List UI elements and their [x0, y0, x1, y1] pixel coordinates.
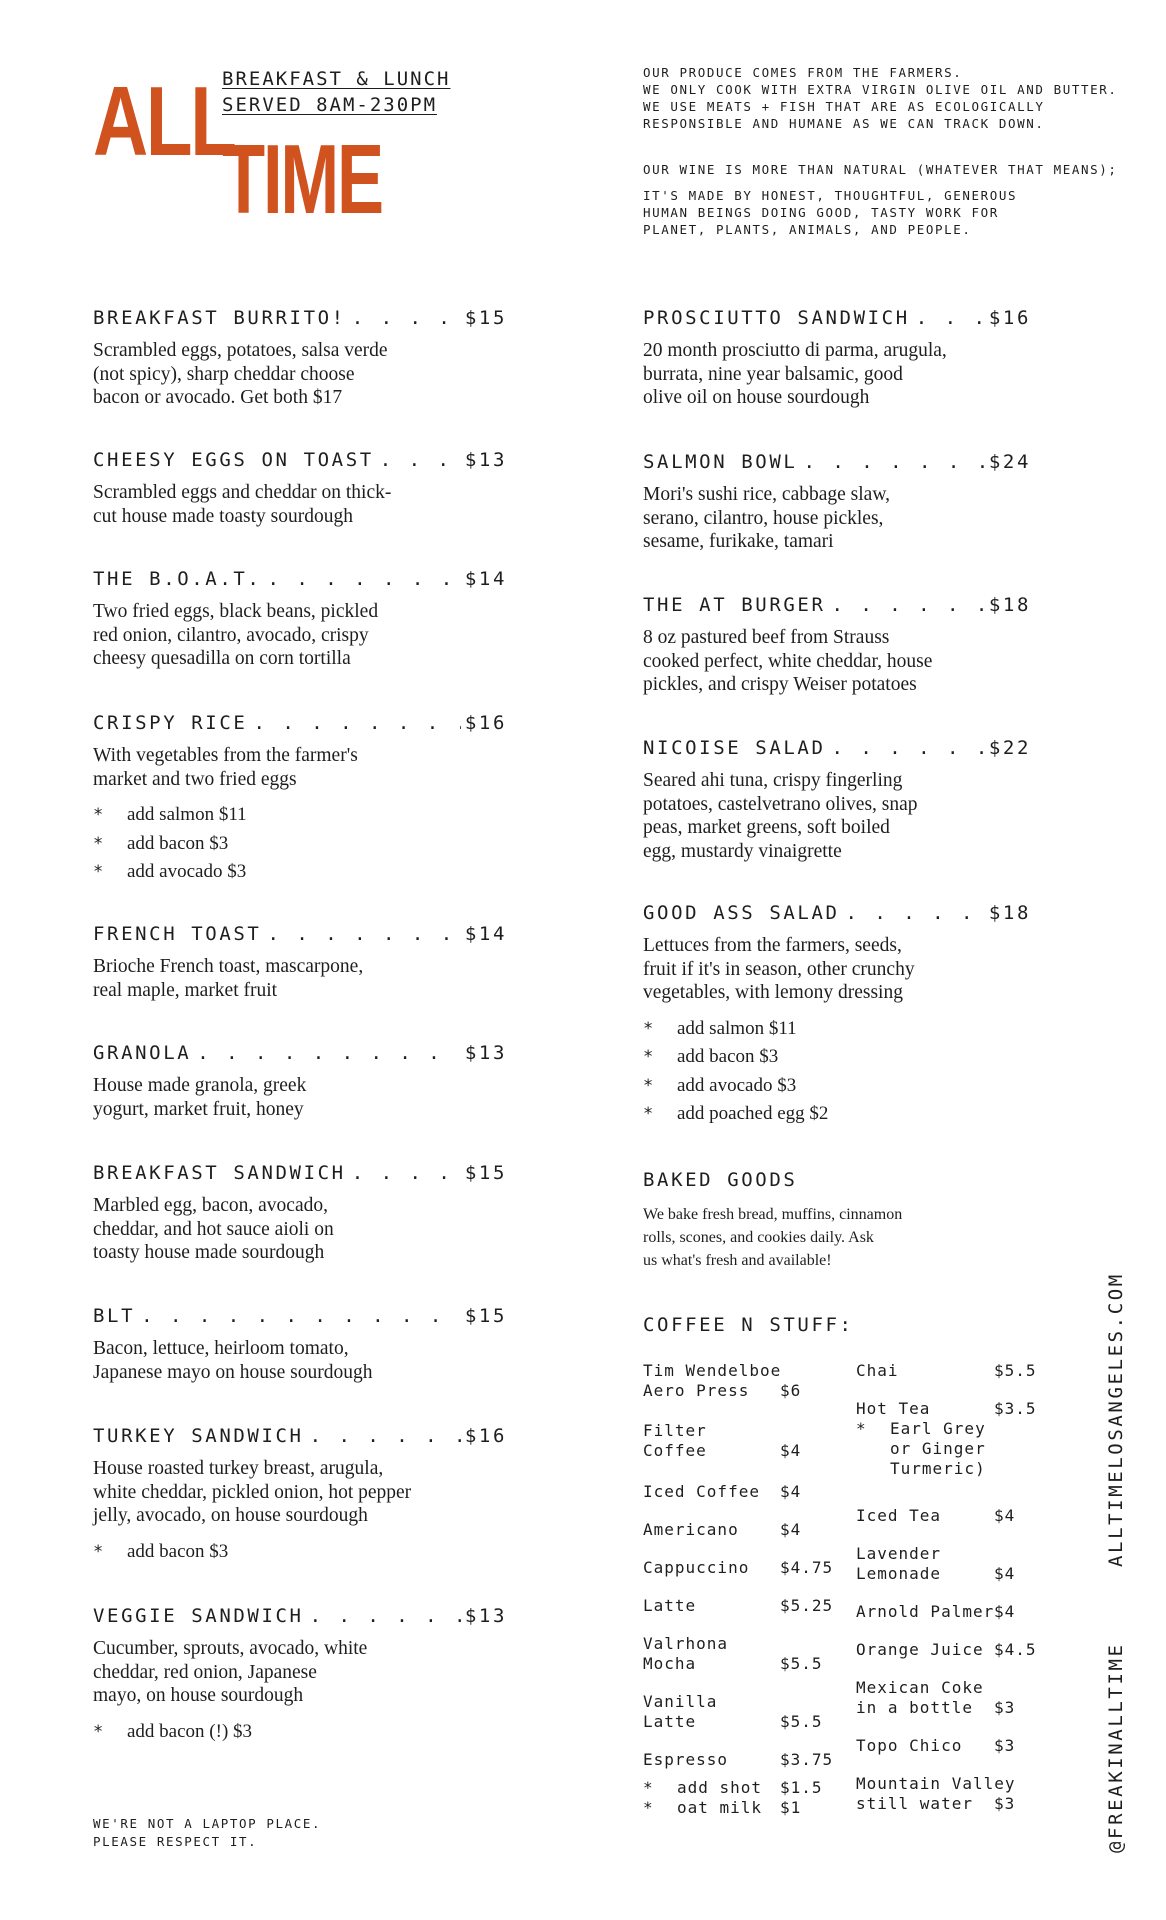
addon-name: oat milk — [677, 1798, 763, 1817]
menu-item — [93, 568, 507, 671]
menu-item-description — [93, 339, 507, 410]
menu-item-price: $14 — [464, 923, 507, 945]
drink-name: Chai — [856, 1361, 899, 1380]
menu-item — [643, 737, 1031, 863]
description-line: yogurt, market fruit, honey — [93, 1098, 304, 1120]
addon-text: add bacon $3 — [127, 832, 229, 854]
menu-item-header — [93, 1162, 507, 1184]
baked-goods-description — [643, 1203, 902, 1272]
asterisk-icon: * — [93, 805, 104, 825]
menu-item-header — [93, 568, 507, 590]
wine-blurb-detail — [643, 187, 1017, 238]
menu-item — [643, 451, 1031, 554]
addon-list — [643, 1015, 1031, 1129]
menu-item — [93, 1042, 507, 1121]
drink-price: $6 — [780, 1381, 802, 1400]
addon-text: add salmon $11 — [127, 804, 247, 825]
description-line: market and two fried eggs — [93, 768, 297, 790]
menu-item-description — [93, 1074, 507, 1121]
menu-item — [93, 712, 507, 887]
asterisk-icon: * — [93, 1721, 104, 1742]
asterisk-icon: * — [643, 1047, 654, 1067]
description-line: Two fried eggs, black beans, pickled — [93, 601, 379, 622]
menu-item — [93, 1305, 507, 1384]
description-line: Cucumber, sprouts, avocado, white — [93, 1638, 368, 1659]
drink-item — [856, 1399, 1046, 1419]
asterisk-icon: * — [643, 1798, 654, 1817]
addon-text: add avocado $3 — [677, 1074, 797, 1096]
description-line: serano, cilantro, house pickles, — [643, 507, 884, 529]
menu-item-name: GRANOLA — [93, 1042, 192, 1064]
description-line: Scrambled eggs and cheddar on thick- — [93, 482, 392, 503]
description-line: Mori's sushi rice, cabbage slaw, — [643, 484, 891, 505]
website-link[interactable]: ALLTIMELOSANGELES.COM — [1105, 1272, 1127, 1567]
menu-item — [93, 1425, 507, 1566]
menu-item-price: $14 — [464, 568, 507, 590]
dot-leader — [352, 1162, 461, 1184]
dot-leader — [380, 449, 461, 471]
description-line: Japanese mayo on house sourdough — [93, 1361, 373, 1383]
dot-leader — [197, 1042, 461, 1064]
blurb-line: RESPONSIBLE AND HUMANE AS WE CAN TRACK DOWN. — [643, 116, 1045, 131]
menu-item-name: VEGGIE SANDWICH — [93, 1605, 304, 1627]
baked-goods-title: BAKED GOODS — [643, 1169, 798, 1191]
produce-blurb — [643, 64, 1118, 132]
hot-tea-options — [856, 1419, 986, 1479]
menu-item-price: $24 — [988, 451, 1031, 473]
blurb-line: HUMAN BEINGS DOING GOOD, TASTY WORK FOR — [643, 205, 999, 220]
drink-price: $4.5 — [994, 1640, 1037, 1659]
dot-leader — [832, 737, 985, 759]
drink-item — [856, 1506, 1046, 1526]
drink-name: Lavender — [856, 1544, 942, 1563]
dot-leader — [267, 568, 460, 590]
notice-line: WE'RE NOT A LAPTOP PLACE. — [93, 1816, 322, 1831]
description-line: jelly, avocado, on house sourdough — [93, 1505, 368, 1526]
menu-item-description — [643, 626, 1031, 697]
addon-item — [643, 1072, 1031, 1101]
hours-line-1: BREAKFAST & LUNCH — [222, 68, 451, 90]
description-line: cut house made toasty sourdough — [93, 505, 353, 527]
menu-item-header — [93, 1605, 507, 1627]
drink-name: Valrhona — [643, 1634, 729, 1653]
dot-leader — [803, 451, 984, 473]
instagram-handle[interactable]: @FREAKINALLTIME — [1105, 1642, 1127, 1853]
addon-item — [93, 1538, 507, 1567]
menu-item-name: PROSCIUTTO SANDWICH — [643, 307, 910, 329]
description-line: cooked perfect, white cheddar, house — [643, 650, 933, 672]
menu-item-name: FRENCH TOAST — [93, 923, 262, 945]
description-line: red onion, cilantro, avocado, crispy — [93, 624, 369, 646]
description-line: burrata, nine year balsamic, good — [643, 363, 903, 385]
menu-item — [93, 923, 507, 1002]
drink-name: Latte — [643, 1712, 697, 1731]
menu-item — [93, 1605, 507, 1746]
drink-item — [643, 1482, 833, 1502]
menu-item-header — [93, 1425, 507, 1447]
laptop-notice — [93, 1815, 321, 1851]
description-line: white cheddar, pickled onion, hot pepper — [93, 1481, 412, 1503]
asterisk-icon: * — [643, 1075, 654, 1096]
description-line: peas, market greens, soft boiled — [643, 817, 890, 838]
drink-price: $4 — [994, 1564, 1016, 1583]
menu-item-description — [643, 483, 1031, 554]
dot-leader — [846, 902, 985, 924]
drink-name: in a bottle — [856, 1698, 973, 1717]
drink-item — [643, 1634, 833, 1674]
dot-leader — [267, 923, 460, 945]
menu-item — [643, 902, 1031, 1129]
menu-item-name: TURKEY SANDWICH — [93, 1425, 304, 1447]
drink-price: $5.5 — [994, 1361, 1037, 1380]
drink-price: $5.5 — [780, 1712, 823, 1731]
addon-text: add poached egg $2 — [677, 1103, 829, 1124]
drink-item — [643, 1596, 833, 1616]
asterisk-icon: * — [93, 1541, 104, 1562]
drink-name: Orange Juice — [856, 1640, 984, 1659]
drink-item — [856, 1736, 1046, 1756]
dot-leader — [832, 594, 985, 616]
hours-banner — [222, 66, 450, 118]
tea-option-line — [856, 1459, 986, 1479]
addon-item — [643, 1043, 1031, 1072]
dot-leader — [352, 307, 461, 329]
menu-item-description — [93, 600, 507, 671]
dot-leader — [916, 307, 985, 329]
menu-item-name: NICOISE SALAD — [643, 737, 826, 759]
wine-blurb — [643, 161, 1118, 178]
menu-item-name: CRISPY RICE — [93, 712, 248, 734]
drink-price: $3 — [994, 1794, 1016, 1813]
blurb-line: WE USE MEATS + FISH THAT ARE AS ECOLOGICALLY — [643, 99, 1045, 114]
asterisk-icon: * — [643, 1018, 654, 1039]
drink-name: Vanilla — [643, 1692, 718, 1711]
menu-item-price: $13 — [464, 1042, 507, 1064]
blurb-line: OUR PRODUCE COMES FROM THE FARMERS. — [643, 65, 963, 80]
drink-item — [643, 1750, 833, 1770]
drink-name: Hot Tea — [856, 1399, 931, 1418]
menu-item-description — [93, 1337, 507, 1384]
hours-line-2: SERVED 8AM-230PM — [222, 94, 438, 116]
addon-text: add avocado $3 — [127, 861, 247, 882]
addon-list — [93, 1718, 507, 1747]
menu-item — [93, 1162, 507, 1265]
description-line: egg, mustardy vinaigrette — [643, 840, 842, 862]
menu-item-price: $16 — [988, 307, 1031, 329]
drink-name: Filter — [643, 1421, 707, 1440]
description-line: cheddar, red onion, Japanese — [93, 1661, 317, 1683]
espresso-addon — [643, 1778, 833, 1798]
description-line: House made granola, greek — [93, 1075, 307, 1096]
menu-item-header — [643, 737, 1031, 759]
addon-name: add shot — [677, 1778, 763, 1797]
description-line: Lettuces from the farmers, seeds, — [643, 935, 902, 956]
drink-item — [856, 1774, 1046, 1814]
baked-line: rolls, scones, and cookies daily. Ask — [643, 1229, 874, 1246]
drink-name: Americano — [643, 1520, 739, 1539]
menu-item-price: $13 — [464, 1605, 507, 1627]
menu-item-price: $22 — [988, 737, 1031, 759]
drink-item — [643, 1520, 833, 1540]
coffee-title: COFFEE N STUFF: — [643, 1314, 854, 1336]
drink-name: Mountain Valley — [856, 1774, 1016, 1793]
menu-item-header — [93, 923, 507, 945]
drink-name: Iced Tea — [856, 1506, 942, 1525]
drink-price: $4 — [780, 1520, 802, 1539]
description-line: (not spicy), sharp cheddar choose — [93, 363, 355, 385]
drink-price: $4 — [994, 1506, 1016, 1525]
addon-item — [93, 858, 507, 887]
asterisk-icon: * — [93, 862, 104, 882]
drink-name: still water — [856, 1794, 973, 1813]
menu-item-description — [643, 934, 1031, 1005]
dot-leader — [253, 712, 460, 734]
addon-price: $1 — [780, 1798, 802, 1817]
baked-line: us what's fresh and available! — [643, 1252, 832, 1269]
addon-item — [93, 801, 507, 830]
description-line: Bacon, lettuce, heirloom tomato, — [93, 1338, 349, 1359]
tea-option-text: Turmeric) — [890, 1459, 986, 1478]
menu-item-price: $15 — [464, 307, 507, 329]
notice-line: PLEASE RESPECT IT. — [93, 1834, 258, 1849]
drink-name: Espresso — [643, 1750, 729, 1769]
menu-item-header — [93, 449, 507, 471]
menu-item-description — [93, 1637, 507, 1708]
asterisk-icon: * — [93, 833, 104, 854]
drink-item — [643, 1421, 833, 1461]
description-line: fruit if it's in season, other crunchy — [643, 958, 915, 980]
menu-item-name: CHEESY EGGS ON TOAST — [93, 449, 374, 471]
blurb-line: WE ONLY COOK WITH EXTRA VIRGIN OLIVE OIL AND BUTTER. — [643, 82, 1118, 97]
espresso-addon — [643, 1798, 833, 1818]
drink-name: Mexican Coke — [856, 1678, 984, 1697]
asterisk-icon: * — [643, 1104, 654, 1124]
drink-item — [643, 1361, 833, 1401]
blurb-line: IT'S MADE BY HONEST, THOUGHTFUL, GENEROUS — [643, 188, 1018, 203]
description-line: olive oil on house sourdough — [643, 387, 870, 408]
drink-price: $4 — [780, 1441, 802, 1460]
menu-item-description — [93, 744, 507, 791]
addon-item — [93, 830, 507, 859]
description-line: bacon or avocado. Get both $17 — [93, 387, 343, 408]
description-line: pickles, and crispy Weiser potatoes — [643, 674, 917, 695]
menu-item-price: $18 — [988, 594, 1031, 616]
menu-item-price: $18 — [988, 902, 1031, 924]
description-line: Brioche French toast, mascarpone, — [93, 956, 364, 977]
menu-item — [93, 307, 507, 410]
drink-price: $3 — [994, 1698, 1016, 1717]
menu-item-name: SALMON BOWL — [643, 451, 798, 473]
drink-price: $4.75 — [780, 1558, 834, 1577]
drink-name: Topo Chico — [856, 1736, 963, 1755]
drink-name: Tim Wendelboe — [643, 1361, 782, 1380]
menu-item — [643, 594, 1031, 697]
asterisk-icon: * — [856, 1419, 867, 1438]
menu-item-header — [643, 307, 1031, 329]
drink-price: $5.25 — [780, 1596, 834, 1615]
description-line: 20 month prosciutto di parma, arugula, — [643, 340, 947, 361]
blurb-line: OUR WINE IS MORE THAN NATURAL (WHATEVER THAT MEANS); — [643, 162, 1118, 177]
drink-name: Cappuccino — [643, 1558, 750, 1577]
drink-item — [856, 1361, 1046, 1381]
tea-option-text: or Ginger — [890, 1439, 986, 1458]
drink-name: Lemonade — [856, 1564, 942, 1583]
menu-item-description — [93, 481, 507, 528]
drink-price: $3.75 — [780, 1750, 834, 1769]
drink-name: Iced Coffee — [643, 1482, 760, 1501]
description-line: vegetables, with lemony dressing — [643, 982, 903, 1003]
menu-item-name: GOOD ASS SALAD — [643, 902, 840, 924]
description-line: sesame, furikake, tamari — [643, 531, 834, 552]
addon-text: add bacon (!) $3 — [127, 1720, 253, 1742]
addon-text: add bacon $3 — [127, 1540, 229, 1562]
menu-item-price: $15 — [464, 1162, 507, 1184]
drink-item — [856, 1544, 1046, 1584]
logo-all: ALL — [93, 66, 235, 176]
drink-item — [856, 1602, 1046, 1622]
addon-list — [93, 1538, 507, 1567]
menu-item-header — [93, 307, 507, 329]
addon-text: add salmon $11 — [677, 1017, 797, 1039]
drink-price: $5.5 — [780, 1654, 823, 1673]
drink-name: Mocha — [643, 1654, 697, 1673]
dot-leader — [141, 1305, 461, 1327]
tea-option-line — [856, 1439, 986, 1459]
description-line: real maple, market fruit — [93, 979, 278, 1001]
drink-name: Coffee — [643, 1441, 707, 1460]
addon-item — [643, 1015, 1031, 1044]
menu-item-price: $16 — [464, 712, 507, 734]
description-line: With vegetables from the farmer's — [93, 745, 358, 766]
description-line: toasty house made sourdough — [93, 1242, 325, 1263]
menu-item-header — [93, 712, 507, 734]
tea-option-line — [856, 1419, 986, 1439]
menu-item-header — [643, 594, 1031, 616]
menu-item-name: THE B.O.A.T. — [93, 568, 262, 590]
drink-name: Arnold Palmer — [856, 1602, 995, 1621]
description-line: mayo, on house sourdough — [93, 1685, 304, 1706]
drink-price: $3.5 — [994, 1399, 1037, 1418]
addon-list — [93, 801, 507, 887]
description-line: cheddar, and hot sauce aioli on — [93, 1218, 334, 1240]
addon-price: $1.5 — [780, 1778, 823, 1797]
logo-time: TIME — [222, 124, 382, 234]
menu-item-header — [93, 1042, 507, 1064]
drink-item — [643, 1692, 833, 1732]
description-line: Marbled egg, bacon, avocado, — [93, 1195, 328, 1216]
drink-item — [856, 1640, 1046, 1660]
description-line: potatoes, castelvetrano olives, snap — [643, 793, 918, 815]
description-line: House roasted turkey breast, arugula, — [93, 1458, 384, 1479]
addon-item — [93, 1718, 507, 1747]
description-line: Scrambled eggs, potatoes, salsa verde — [93, 340, 388, 361]
menu-item-description — [93, 1194, 507, 1265]
drink-price: $3 — [994, 1736, 1016, 1755]
description-line: Seared ahi tuna, crispy fingerling — [643, 770, 903, 791]
drink-price: $4 — [780, 1482, 802, 1501]
dot-leader — [310, 1425, 461, 1447]
menu-item-description — [643, 339, 1031, 410]
menu-item-name: BREAKFAST SANDWICH — [93, 1162, 346, 1184]
menu-item-name: BLT — [93, 1305, 136, 1327]
drink-name: Aero Press — [643, 1381, 750, 1400]
menu-item-header — [643, 902, 1031, 924]
addon-text: add bacon $3 — [677, 1046, 779, 1067]
drink-name: Latte — [643, 1596, 697, 1615]
drink-item — [643, 1558, 833, 1578]
menu-item-price: $15 — [464, 1305, 507, 1327]
drink-price: $4 — [994, 1602, 1016, 1621]
addon-item — [643, 1100, 1031, 1129]
menu-item-price: $16 — [464, 1425, 507, 1447]
menu-item — [93, 449, 507, 528]
description-line: 8 oz pastured beef from Strauss — [643, 627, 890, 648]
baked-line: We bake fresh bread, muffins, cinnamon — [643, 1206, 903, 1223]
tea-option-text: Earl Grey — [890, 1419, 986, 1438]
description-line: cheesy quesadilla on corn tortilla — [93, 648, 351, 669]
menu-item-name: THE AT BURGER — [643, 594, 826, 616]
menu-item-price: $13 — [464, 449, 507, 471]
menu-item-header — [643, 451, 1031, 473]
menu-item-name: BREAKFAST BURRITO! — [93, 307, 346, 329]
blurb-line: PLANET, PLANTS, ANIMALS, AND PEOPLE. — [643, 222, 972, 237]
dot-leader — [310, 1605, 461, 1627]
asterisk-icon: * — [643, 1778, 654, 1797]
menu-item-description — [93, 955, 507, 1002]
menu-item — [643, 307, 1031, 410]
drink-item — [856, 1678, 1046, 1718]
menu-item-header — [93, 1305, 507, 1327]
menu-item-description — [643, 769, 1031, 863]
menu-item-description — [93, 1457, 507, 1528]
